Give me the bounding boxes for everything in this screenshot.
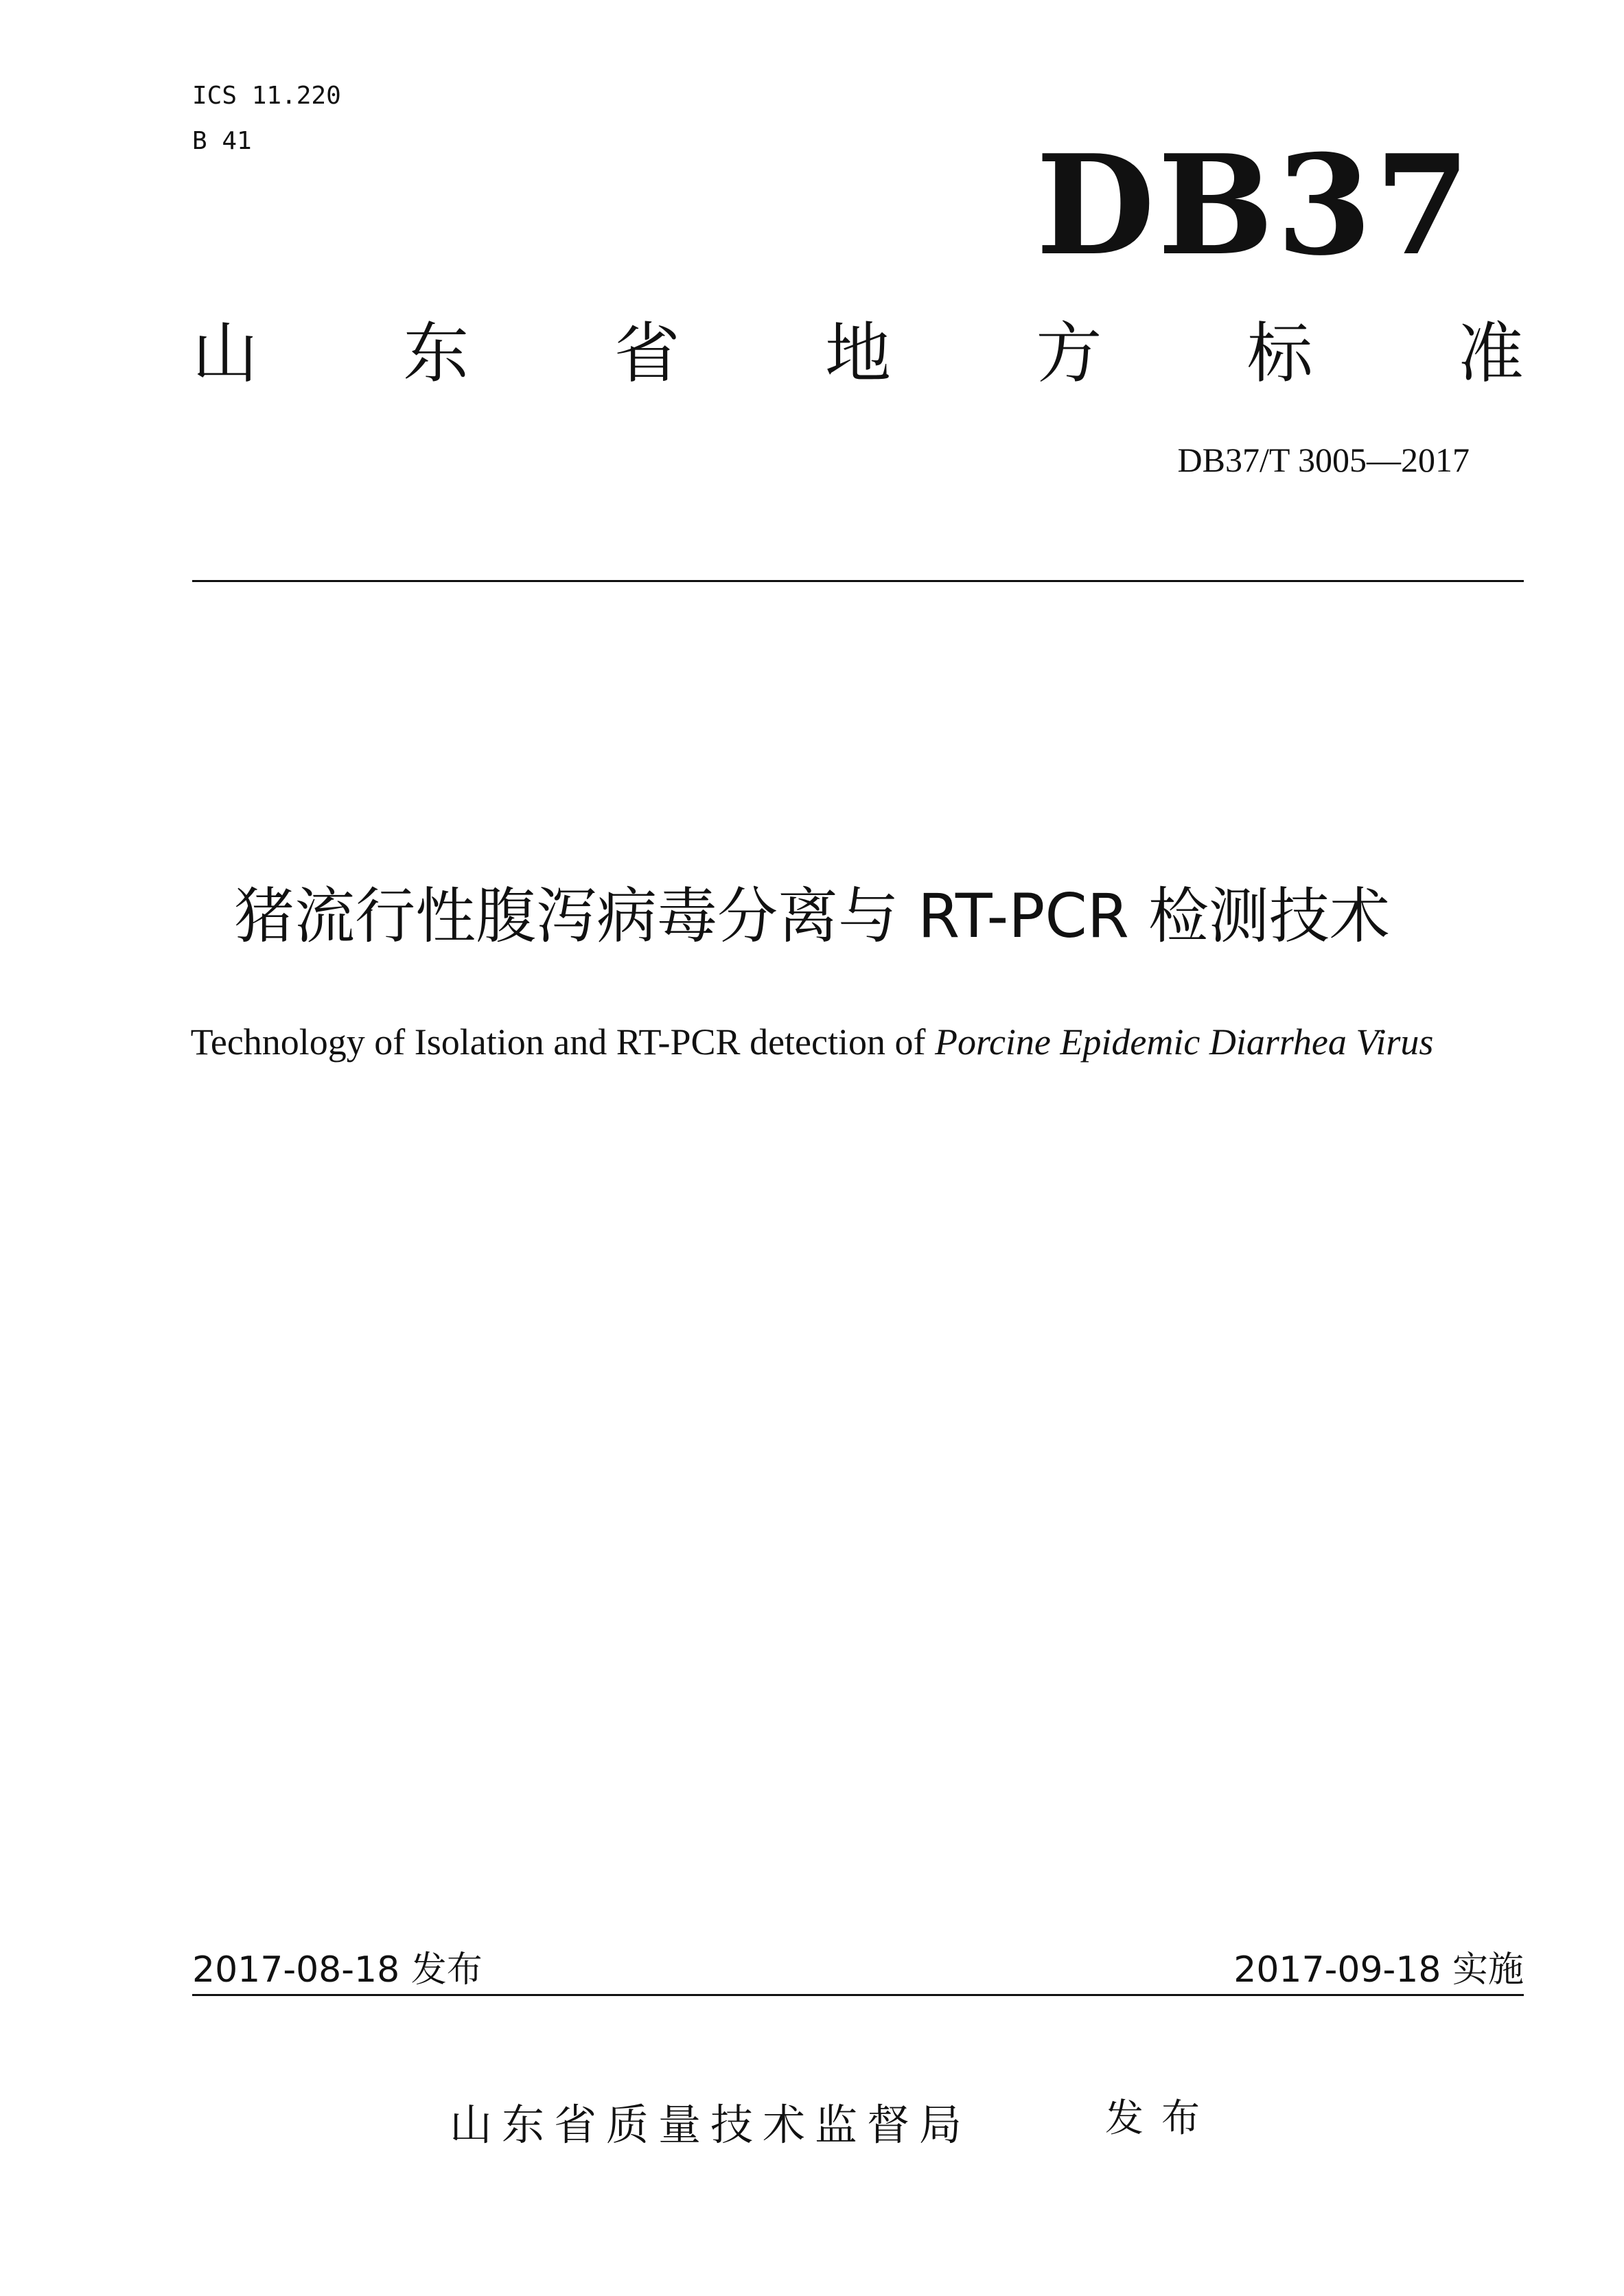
document-title-en xyxy=(0,1019,1624,1065)
publish-label: 发布 xyxy=(1105,2096,1218,2141)
implementation-date: 2017-09-18 实施 xyxy=(1233,1949,1524,1991)
standard-type-char: 方 xyxy=(1036,315,1102,392)
standard-type-char: 地 xyxy=(824,315,891,392)
issue-date: 2017-08-18 发布 xyxy=(192,1949,483,1991)
standard-number: DB37/T 3005—2017 xyxy=(1177,441,1470,479)
document-title-en-prefix: Technology of Isolation and RT-PCR detection of xyxy=(190,1021,935,1063)
footer-divider xyxy=(192,1994,1524,1996)
standard-code-logo: DB37 xyxy=(1036,125,1473,286)
standard-type-char: 省 xyxy=(614,315,680,392)
document-title-en-italic: Porcine Epidemic Diarrhea Virus xyxy=(934,1021,1434,1063)
issuing-authority: 山东省质量技术监督局 xyxy=(450,2100,972,2150)
classification-code: B 41 xyxy=(192,127,252,155)
standard-type-char: 山 xyxy=(192,315,258,392)
standard-type-title xyxy=(192,312,1524,395)
document-title-zh: 猪流行性腹泻病毒分离与 RT-PCR 检测技术 xyxy=(234,881,1390,951)
standard-type-char: 准 xyxy=(1457,315,1524,392)
standard-type-char: 东 xyxy=(403,315,469,392)
header-divider xyxy=(192,580,1524,582)
standard-type-char: 标 xyxy=(1246,315,1313,392)
ics-code: ICS 11.220 xyxy=(192,82,341,110)
